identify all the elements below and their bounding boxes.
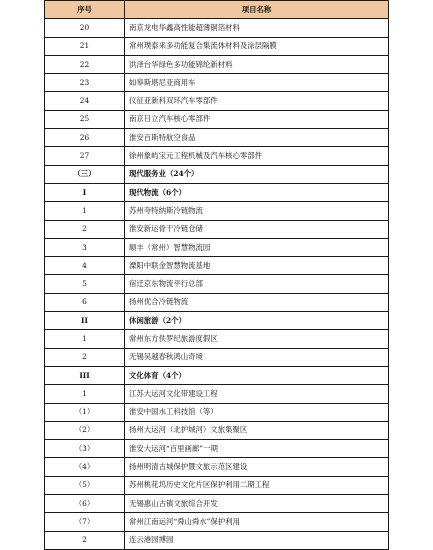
table-row — [45, 330, 389, 348]
table-row — [45, 110, 389, 128]
table-row — [45, 348, 389, 366]
serial-number-cell: II — [45, 312, 125, 330]
table-row — [45, 74, 389, 92]
table-row — [45, 220, 389, 238]
project-name-cell: 现代物流（6个） — [125, 183, 389, 201]
project-name-cell: 宿迁京东物流平行总部 — [125, 275, 389, 293]
serial-number-cell: III — [45, 366, 125, 384]
project-name-cell: 常州璞泰来多功能复合集流体材料及涂层隔膜 — [125, 37, 389, 55]
table-row — [45, 421, 389, 439]
table-row — [45, 55, 389, 73]
table-row — [45, 440, 389, 458]
project-name-cell: 扬州大运河（北护城河）文旅集聚区 — [125, 421, 389, 439]
serial-number-cell: 20 — [45, 19, 125, 37]
project-name-cell: 苏州桃花坞历史文化片区保护利用二期工程 — [125, 476, 389, 494]
project-name-cell: 常州江南运河“舜山舜水”保护利用 — [125, 513, 389, 531]
serial-number-cell: （三） — [45, 165, 125, 183]
serial-number-cell: （6） — [45, 495, 125, 513]
table-row — [45, 19, 389, 37]
serial-number-cell: 1 — [45, 385, 125, 403]
table-row — [45, 458, 389, 476]
serial-number-cell: （4） — [45, 458, 125, 476]
project-name-cell: 无锡惠山古镇文旅综合开发 — [125, 495, 389, 513]
serial-number-cell: 1 — [45, 330, 125, 348]
project-name-cell: 连云港园博园 — [125, 531, 389, 549]
table-row — [45, 238, 389, 256]
table-row — [45, 476, 389, 494]
project-name-cell: 南京龙电华鑫高性能超薄铜箔材料 — [125, 19, 389, 37]
serial-number-cell: 4 — [45, 257, 125, 275]
project-name-cell: 无锡吴越春秋鸿山奇境 — [125, 348, 389, 366]
table-row — [45, 147, 389, 165]
project-name-cell: 如皋斯堪尼亚商用车 — [125, 74, 389, 92]
header-project-name: 项目名称 — [125, 1, 389, 19]
table-row — [45, 257, 389, 275]
project-name-cell: 扬州优合冷链物流 — [125, 293, 389, 311]
project-name-cell: 徐州象屿宝元工程机械及汽车核心零部件 — [125, 147, 389, 165]
project-name-cell: 休闲旅游（2个） — [125, 312, 389, 330]
serial-number-cell: 25 — [45, 110, 125, 128]
serial-number-cell: （1） — [45, 403, 125, 421]
project-name-cell: 洪泽台华绿色多功能锦纶新材料 — [125, 55, 389, 73]
table-row — [45, 202, 389, 220]
table-row — [45, 385, 389, 403]
serial-number-cell: 3 — [45, 238, 125, 256]
project-name-cell: 南京日立汽车核心零部件 — [125, 110, 389, 128]
serial-number-cell: 21 — [45, 37, 125, 55]
project-name-cell: 江苏大运河文化带建设工程 — [125, 385, 389, 403]
serial-number-cell: 22 — [45, 55, 125, 73]
project-name-cell: 溧阳中联金智慧物流基地 — [125, 257, 389, 275]
category-row — [45, 366, 389, 384]
table-row — [45, 513, 389, 531]
serial-number-cell: 2 — [45, 531, 125, 549]
serial-number-cell: 6 — [45, 293, 125, 311]
table-row — [45, 293, 389, 311]
serial-number-cell: 5 — [45, 275, 125, 293]
project-name-cell: 文化体育（4个） — [125, 366, 389, 384]
serial-number-cell: I — [45, 183, 125, 201]
table-row — [45, 531, 389, 549]
project-name-cell: 扬州明清古城保护暨文旅示范区建设 — [125, 458, 389, 476]
table-body — [45, 19, 389, 550]
serial-number-cell: （7） — [45, 513, 125, 531]
table-row — [45, 92, 389, 110]
project-table — [44, 0, 389, 550]
table-row — [45, 403, 389, 421]
section-row — [45, 165, 389, 183]
category-row — [45, 312, 389, 330]
project-name-cell: 苏州夸特纳斯冷链物流 — [125, 202, 389, 220]
serial-number-cell: 23 — [45, 74, 125, 92]
serial-number-cell: （2） — [45, 421, 125, 439]
table-row — [45, 275, 389, 293]
serial-number-cell: 24 — [45, 92, 125, 110]
table-row — [45, 129, 389, 147]
serial-number-cell: 2 — [45, 348, 125, 366]
serial-number-cell: 26 — [45, 129, 125, 147]
serial-number-cell: 1 — [45, 202, 125, 220]
serial-number-cell: （5） — [45, 476, 125, 494]
project-name-cell: 顺丰（常州）智慧物流园 — [125, 238, 389, 256]
project-name-cell: 淮安大运河“百里画廊”一期 — [125, 440, 389, 458]
project-name-cell: 现代服务业（24个） — [125, 165, 389, 183]
header-serial-number: 序号 — [45, 1, 125, 19]
project-name-cell: 淮安中国水工科技馆（等） — [125, 403, 389, 421]
table-header-row — [45, 1, 389, 19]
serial-number-cell: 2 — [45, 220, 125, 238]
table-row — [45, 495, 389, 513]
project-name-cell: 淮安百斯特航空食品 — [125, 129, 389, 147]
serial-number-cell: 27 — [45, 147, 125, 165]
project-name-cell: 淮安新运骨干冷链仓储 — [125, 220, 389, 238]
project-name-cell: 常州东方佚罗纪旅游度假区 — [125, 330, 389, 348]
project-name-cell: 仪征亚新科双环汽车零部件 — [125, 92, 389, 110]
category-row — [45, 183, 389, 201]
table-row — [45, 37, 389, 55]
serial-number-cell: （3） — [45, 440, 125, 458]
